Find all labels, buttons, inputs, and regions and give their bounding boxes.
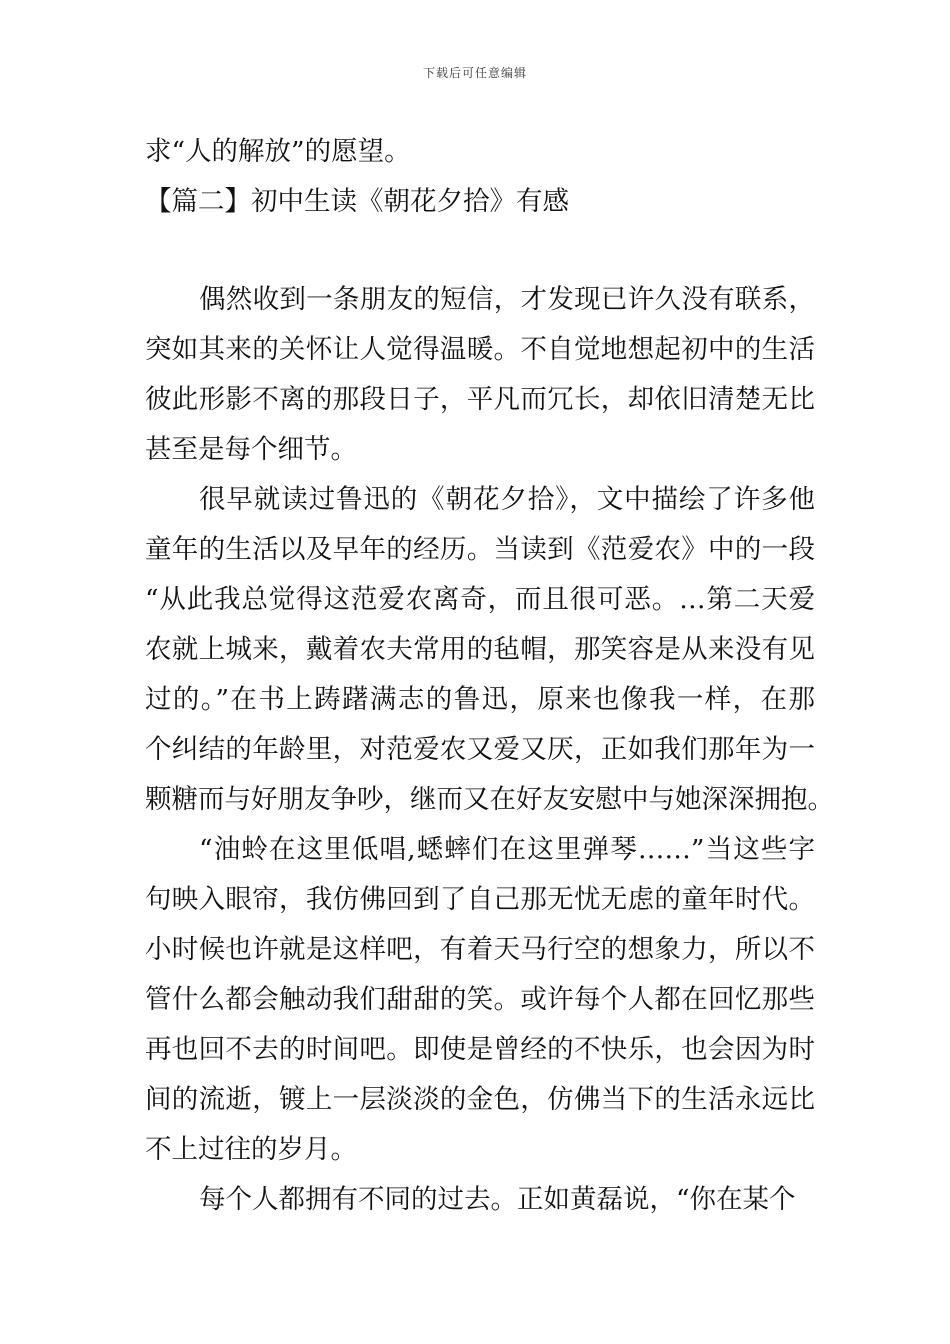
paragraph-line: 过的。”在书上踌躇满志的鲁迅，原来也像我一样，在那 <box>145 684 815 715</box>
paragraph-line: 颗糖而与好朋友争吵，继而又在好友安慰中与她深深拥抱。 <box>145 784 834 815</box>
paragraph-1 <box>145 275 815 475</box>
paragraph-line: “油蛉在这里低唱,蟋蟀们在这里弹琴……”当这些字 <box>199 834 815 865</box>
paragraph-line: 个纠结的年龄里，对范爱农又爱又厌，正如我们那年为一 <box>145 734 815 765</box>
paragraph-line: 童年的生活以及早年的经历。当读到《范爱农》中的一段 <box>145 534 815 565</box>
section-spacer <box>145 227 815 275</box>
paragraph-line: 每个人都拥有不同的过去。正如黄磊说，“你在某个 <box>199 1184 796 1215</box>
paragraph-4 <box>145 1175 815 1225</box>
paragraph-line: 小时候也许就是这样吧，有着天马行空的想象力，所以不 <box>145 934 815 965</box>
document-body <box>145 127 834 1225</box>
paragraph-line: “从此我总觉得这范爱农离奇，而且很可恶。…第二天爱 <box>145 584 815 615</box>
paragraph-line: 管什么都会触动我们甜甜的笑。或许每个人都在回忆那些 <box>145 984 815 1015</box>
paragraph-line: 甚至是每个细节。 <box>145 434 357 465</box>
paragraph-line: 突如其来的关怀让人觉得温暖。不自觉地想起初中的生活 <box>145 334 815 365</box>
paragraph-2 <box>145 475 834 825</box>
paragraph-line: 间的流逝，镀上一层淡淡的金色，仿佛当下的生活永远比 <box>145 1084 815 1115</box>
section-title: 【篇二】初中生读《朝花夕拾》有感 <box>145 186 569 217</box>
paragraph-line: 农就上城来，戴着农夫常用的毡帽，那笑容是从来没有见 <box>145 634 815 665</box>
intro-tail-line: 求“人的解放”的愿望。 <box>145 136 411 167</box>
paragraph-line: 偶然收到一条朋友的短信，才发现已许久没有联系， <box>199 284 815 315</box>
paragraph-line: 再也回不去的时间吧。即使是曾经的不快乐，也会因为时 <box>145 1034 815 1065</box>
paragraph-line: 彼此形影不离的那段日子，平凡而冗长，却依旧清楚无比 <box>145 384 815 415</box>
paragraph-line: 很早就读过鲁迅的《朝花夕拾》，文中描绘了许多他 <box>199 484 815 515</box>
paragraph-line: 句映入眼帘，我仿佛回到了自己那无忧无虑的童年时代。 <box>145 884 815 915</box>
paragraph-3 <box>145 825 815 1175</box>
page-header: 下载后可任意编辑 <box>422 66 527 80</box>
paragraph-line: 不上过往的岁月。 <box>145 1134 357 1165</box>
